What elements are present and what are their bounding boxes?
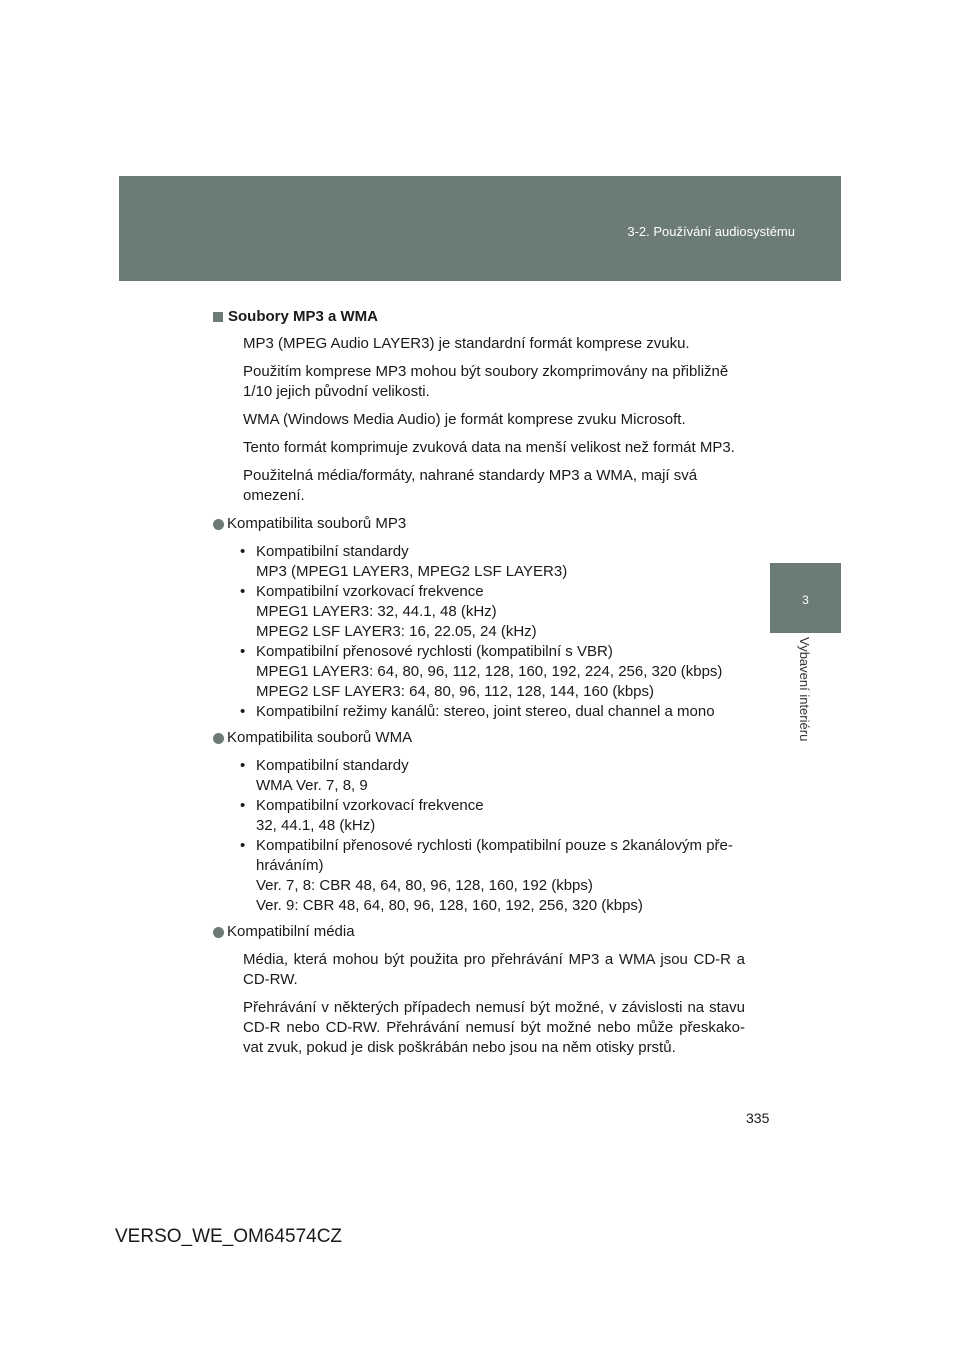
list-item-label: Kompatibilní standardy — [256, 543, 409, 560]
paragraph: Přehrávání v některých případech nemusí být možné, v závislosti na stavu CD-R nebo CD-RW. Přehrávání nemusí být možné nebo může přeskako-vat zvuk, pokud je disk poškrábán nebo jsou na něm otisky prstů. — [243, 999, 745, 1056]
bullet-dot-icon: • — [240, 757, 246, 774]
page-number: 335 — [746, 1110, 770, 1126]
list-item-label: Kompatibilní vzorkovací frekvence — [256, 583, 484, 600]
bullet-dot-icon: • — [240, 543, 246, 560]
list-item — [240, 796, 745, 836]
list-item-label: Kompatibilní režimy kanálů: stereo, joint stereo, dual channel a mono — [256, 703, 715, 720]
section-title: 3-2. Používání audiosystému — [627, 224, 795, 239]
paragraph: Média, která mohou být použita pro přehrávání MP3 a WMA jsou CD-R a CD-RW. — [243, 951, 745, 988]
list-item-detail: MP3 (MPEG1 LAYER3, MPEG2 LSF LAYER3) — [256, 563, 568, 580]
paragraph: Použitím komprese MP3 mohou být soubory zkomprimovány na přibližně 1/10 jejich původní velikosti. — [243, 363, 729, 400]
list-item — [240, 642, 745, 702]
list-item — [240, 542, 745, 582]
paragraph: Tento formát komprimuje zvuková data na menší velikost než formát MP3. — [243, 439, 735, 456]
list-item-detail: Ver. 9: CBR 48, 64, 80, 96, 128, 160, 192, 256, 320 (kbps) — [256, 897, 643, 914]
paragraph: WMA (Windows Media Audio) je formát komprese zvuku Microsoft. — [243, 411, 686, 428]
circle-bullet-icon — [213, 733, 224, 744]
header-band — [119, 176, 841, 281]
subheading-text: Kompatibilita souborů MP3 — [227, 515, 407, 532]
bullet-dot-icon: • — [240, 643, 246, 660]
list-item — [240, 756, 745, 796]
bullet-dot-icon: • — [240, 837, 246, 854]
list-item-detail: Ver. 7, 8: CBR 48, 64, 80, 96, 128, 160, 192 (kbps) — [256, 877, 593, 894]
circle-bullet-icon — [213, 927, 224, 938]
wma-compat-heading — [213, 728, 745, 748]
section-heading — [213, 307, 745, 327]
media-compat-heading — [213, 922, 745, 942]
paragraph: Použitelná média/formáty, nahrané standardy MP3 a WMA, mají svá omezení. — [243, 467, 698, 504]
bullet-dot-icon: • — [240, 703, 246, 720]
list-item-detail: hráváním) — [256, 857, 324, 874]
list-item-detail: 32, 44.1, 48 (kHz) — [256, 817, 376, 834]
heading-text: Soubory MP3 a WMA — [228, 308, 379, 325]
square-bullet-icon — [213, 312, 223, 322]
mp3-compat-list — [240, 542, 745, 722]
chapter-tab — [770, 563, 841, 633]
list-item-detail: WMA Ver. 7, 8, 9 — [256, 777, 368, 794]
list-item-label: Kompatibilní standardy — [256, 757, 409, 774]
list-item-detail: MPEG1 LAYER3: 32, 44.1, 48 (kHz) — [256, 603, 497, 620]
list-item-detail: MPEG1 LAYER3: 64, 80, 96, 112, 128, 160, 192, 224, 256, 320 (kbps) — [256, 663, 723, 680]
chapter-number: 3 — [802, 593, 809, 607]
circle-bullet-icon — [213, 519, 224, 530]
list-item — [240, 702, 745, 722]
list-item-detail: MPEG2 LSF LAYER3: 64, 80, 96, 112, 128, 144, 160 (kbps) — [256, 683, 655, 700]
bullet-dot-icon: • — [240, 583, 246, 600]
chapter-title: Vybavení interiéru — [797, 637, 812, 742]
list-item-detail: MPEG2 LSF LAYER3: 16, 22.05, 24 (kHz) — [256, 623, 537, 640]
paragraph: MP3 (MPEG Audio LAYER3) je standardní formát komprese zvuku. — [243, 335, 690, 352]
mp3-compat-heading — [213, 514, 745, 534]
list-item — [240, 836, 745, 916]
list-item-label: Kompatibilní přenosové rychlosti (kompatibilní pouze s 2kanálovým pře- — [256, 837, 733, 854]
list-item-label: Kompatibilní přenosové rychlosti (kompatibilní s VBR) — [256, 643, 613, 660]
subheading-text: Kompatibilita souborů WMA — [227, 729, 413, 746]
list-item — [240, 582, 745, 642]
document-code: VERSO_WE_OM64574CZ — [115, 1226, 343, 1247]
bullet-dot-icon: • — [240, 797, 246, 814]
wma-compat-list — [240, 756, 745, 916]
subheading-text: Kompatibilní média — [227, 923, 355, 940]
list-item-label: Kompatibilní vzorkovací frekvence — [256, 797, 484, 814]
main-content — [213, 307, 745, 1066]
